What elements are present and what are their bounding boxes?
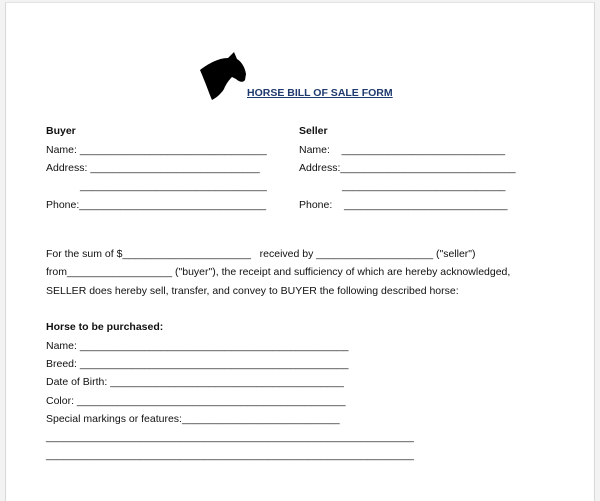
form-title: HORSE BILL OF SALE FORM	[247, 87, 393, 99]
horse-markings-field[interactable]: Special markings or features:___________________________	[46, 413, 340, 425]
buyer-phone-field[interactable]: Phone:________________________________	[46, 199, 267, 211]
document-page	[5, 2, 595, 501]
buyer-address-field[interactable]: Address: _____________________________	[46, 162, 260, 174]
sale-buyer-line[interactable]: from__________________ ("buyer"), the receipt and sufficiency of which are hereby acknowledged,	[46, 266, 511, 278]
seller-address-field[interactable]: Address:______________________________	[299, 162, 516, 174]
horse-extra-line-1[interactable]: _______________________________________________________________	[46, 431, 414, 443]
horse-section-heading: Horse to be purchased:	[46, 321, 164, 333]
seller-address-field-2[interactable]: ____________________________	[342, 180, 506, 192]
sale-sum-line[interactable]: For the sum of $______________________ received by ____________________ ("seller")	[46, 248, 476, 260]
horse-name-field[interactable]: Name: ______________________________________________	[46, 340, 349, 352]
seller-heading: Seller	[299, 125, 328, 137]
horse-extra-line-2[interactable]: _______________________________________________________________	[46, 449, 414, 461]
seller-phone-field[interactable]: Phone: ____________________________	[299, 199, 508, 211]
horse-head-icon	[194, 50, 250, 102]
buyer-heading: Buyer	[46, 125, 76, 137]
buyer-address-field-2[interactable]: ________________________________	[80, 180, 267, 192]
buyer-name-field[interactable]: Name: ________________________________	[46, 144, 267, 156]
seller-name-field[interactable]: Name: ____________________________	[299, 144, 506, 156]
horse-color-field[interactable]: Color: ______________________________________________	[46, 395, 346, 407]
sale-convey-line: SELLER does hereby sell, transfer, and convey to BUYER the following described horse:	[46, 285, 459, 297]
horse-breed-field[interactable]: Breed: ______________________________________________	[46, 358, 349, 370]
horse-dob-field[interactable]: Date of Birth: ________________________________________	[46, 376, 344, 388]
